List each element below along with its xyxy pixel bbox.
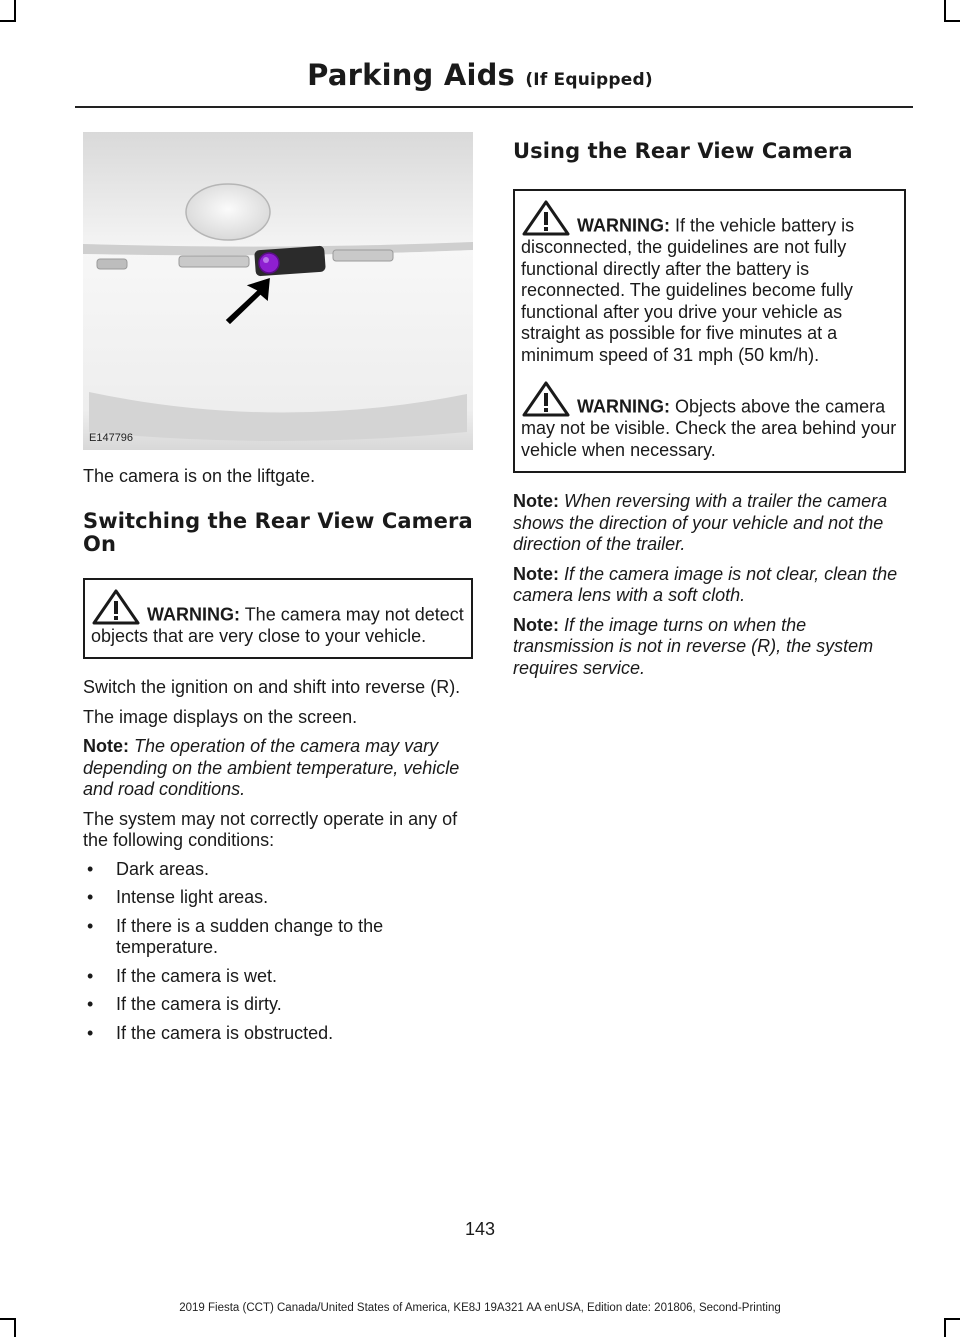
- list-item: • If the camera is obstructed.: [83, 1023, 473, 1045]
- figure-code: E147796: [89, 432, 134, 444]
- warning-label: WARNING:: [577, 215, 670, 236]
- warning-label: WARNING:: [577, 396, 670, 417]
- crop-mark: [944, 1318, 946, 1337]
- crop-mark: [14, 0, 16, 22]
- warning-triangle-icon: [521, 199, 571, 237]
- warning-triangle-icon: [521, 380, 571, 418]
- section-heading: Using the Rear View Camera: [513, 139, 853, 163]
- note: [83, 736, 473, 801]
- instruction-text: Switch the ignition on and shift into reverse (R).: [83, 677, 461, 697]
- conditions-intro: The system may not correctly operate in any of the following conditions:: [83, 808, 458, 850]
- page-footer: 2019 Fiesta (CCT) Canada/United States of America, KE8J 19A321 AA enUSA, Edition date: 201806, Second-Printing: [179, 1302, 781, 1314]
- crop-mark: [14, 1318, 16, 1337]
- list-item: • If there is a sudden change to the temperature.: [83, 916, 473, 959]
- warning-box: [513, 189, 906, 473]
- figure-caption: The camera is on the liftgate.: [83, 466, 316, 486]
- conditions-list: [83, 859, 473, 1045]
- crop-mark: [944, 20, 960, 22]
- note-label: Note:: [513, 563, 559, 584]
- warning-box: [83, 578, 473, 660]
- display-text: The image displays on the screen.: [83, 706, 358, 727]
- header-divider: [75, 106, 913, 108]
- warning-triangle-icon: [91, 588, 141, 626]
- note-text: If the image turns on when the transmission is not in reverse (R), the system requires service.: [513, 614, 874, 678]
- note-label: Note:: [83, 736, 129, 756]
- note-label: Note:: [513, 491, 559, 511]
- liftgate-camera-illustration: [83, 132, 473, 450]
- page-number: 143: [464, 1219, 496, 1239]
- note-text: If the camera image is not clear, clean the camera lens with a soft cloth.: [513, 563, 898, 605]
- list-item: • Intense light areas.: [83, 887, 473, 909]
- left-column: [83, 132, 473, 1044]
- warning-label: WARNING:: [147, 604, 240, 624]
- list-item: • Dark areas.: [83, 859, 473, 881]
- note: [513, 615, 906, 680]
- liftgate-illustration-svg: [83, 132, 473, 450]
- note: [513, 491, 906, 556]
- warning-text: If the vehicle battery is disconnected, the guidelines are not fully functional directly after the battery is reconnected. The guidelines become fully functional after you drive your vehicle as straight as possible for five minutes at a minimum speed of 31 mph (50 km/h).: [521, 215, 855, 365]
- warning-text: The camera may not detect objects that are very close to your vehicle.: [91, 604, 464, 646]
- note: [513, 564, 906, 607]
- list-item: • If the camera is dirty.: [83, 994, 473, 1016]
- list-item: • If the camera is wet.: [83, 966, 473, 988]
- note-label: Note:: [513, 614, 559, 635]
- note-text: When reversing with a trailer the camera shows the direction of your vehicle and not the direction of the trailer.: [513, 491, 888, 554]
- header-subtitle: (If Equipped): [525, 70, 653, 90]
- warning-text: Objects above the camera may not be visible. Check the area behind your vehicle when necessary.: [521, 396, 897, 460]
- crop-mark: [944, 0, 946, 22]
- right-column: [513, 140, 906, 679]
- header-title: Parking Aids: [307, 58, 516, 92]
- note-text: The operation of the camera may vary depending on the ambient temperature, vehicle and road conditions.: [83, 736, 460, 799]
- crop-mark: [0, 1318, 16, 1320]
- crop-mark: [944, 1318, 960, 1320]
- section-heading: Switching the Rear View Camera On: [83, 508, 473, 556]
- page-header: [0, 58, 960, 92]
- crop-mark: [0, 20, 16, 22]
